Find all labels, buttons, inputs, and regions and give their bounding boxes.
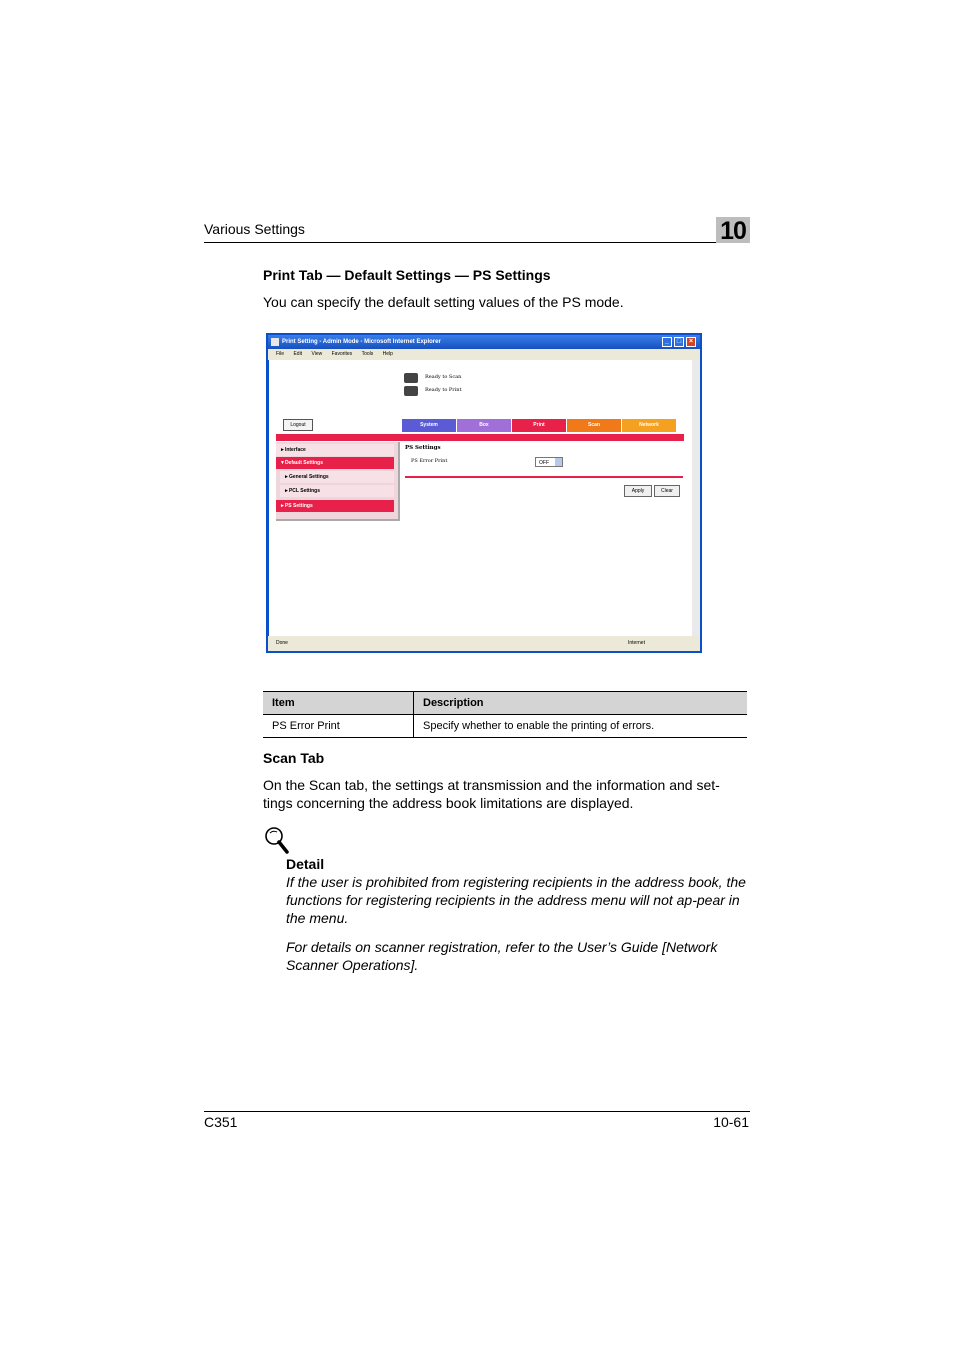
- window-title: Print Setting - Admin Mode - Microsoft Internet Explorer: [282, 339, 441, 345]
- nav-ps-settings: ►PS Settings: [276, 500, 394, 512]
- nav-interface: ►Interface: [276, 444, 394, 456]
- left-navigation: [276, 442, 400, 521]
- row-item: PS Error Print: [263, 715, 414, 738]
- status-scan: Ready to Scan: [425, 374, 462, 380]
- tab-scan: Scan: [567, 419, 621, 432]
- printer-icon: [404, 386, 418, 396]
- nav-general-settings: ►General Settings: [280, 471, 394, 483]
- table-header-row: [263, 692, 747, 715]
- chapter-number: 10: [716, 217, 750, 243]
- chevron-down-icon: [555, 458, 562, 466]
- running-header: Various Settings: [204, 221, 305, 237]
- tab-underline-bar: [276, 434, 684, 441]
- embedded-screenshot: [266, 333, 702, 653]
- ie-icon: [271, 338, 279, 346]
- window-titlebar: [268, 335, 700, 349]
- table-row: [263, 715, 747, 738]
- menu-view: View: [311, 351, 323, 357]
- scan-tab-heading: Scan Tab: [263, 750, 325, 766]
- col-item: Item: [263, 692, 414, 715]
- tab-print: Print: [512, 419, 566, 432]
- menu-help: Help: [382, 351, 393, 357]
- detail-paragraph-2: For details on scanner registration, refer to the User’s Guide [Network Scanner Operations].: [286, 939, 718, 973]
- ps-error-print-label: PS Error Print: [411, 458, 448, 464]
- scanner-icon: [404, 373, 418, 383]
- footer-model: C351: [204, 1114, 238, 1130]
- panel-title: PS Settings: [405, 445, 441, 451]
- detail-paragraph-1: If the user is prohibited from registering recipients in the address book, the functions for registering recipients in the address menu will not ap-pear in the menu.: [286, 874, 746, 926]
- settings-table: [263, 691, 747, 738]
- status-zone: Internet: [628, 640, 645, 646]
- status-done: Done: [276, 640, 288, 646]
- apply-button: Apply: [624, 485, 652, 497]
- window-statusbar: [268, 636, 700, 651]
- clear-button: Clear: [654, 485, 680, 497]
- tab-network: Network: [622, 419, 676, 432]
- scan-tab-body: On the Scan tab, the settings at transmission and the information and set-tings concerning the address book limitations are displayed.: [263, 777, 720, 811]
- header-rule: [204, 242, 750, 243]
- nav-default-settings: ▼Default Settings: [276, 457, 394, 469]
- section-heading: Print Tab — Default Settings — PS Settings: [263, 267, 551, 283]
- maximize-icon: □: [674, 337, 684, 347]
- page-area: [269, 360, 692, 636]
- logout-button: Logout: [283, 419, 313, 431]
- window-menubar: [268, 349, 700, 360]
- panel-rule: [405, 476, 683, 478]
- vertical-scrollbar: [692, 360, 700, 636]
- tab-box: Box: [457, 419, 511, 432]
- status-print: Ready to Print: [425, 387, 462, 393]
- magnifier-icon: [264, 826, 290, 854]
- footer-page-number: 10-61: [713, 1114, 749, 1130]
- menu-tools: Tools: [361, 351, 374, 357]
- ps-error-print-value: OFF: [539, 460, 549, 466]
- menu-file: File: [276, 351, 285, 357]
- menu-favorites: Favorites: [331, 351, 353, 357]
- footer-rule: [204, 1111, 750, 1112]
- nav-pcl-settings: ►PCL Settings: [280, 485, 394, 497]
- close-icon: ×: [686, 337, 696, 347]
- menu-edit: Edit: [293, 351, 303, 357]
- minimize-icon: _: [662, 337, 672, 347]
- ps-error-print-select: [535, 457, 563, 467]
- intro-text: You can specify the default setting values of the PS mode.: [263, 294, 624, 310]
- col-description: Description: [414, 692, 748, 715]
- tab-system: System: [402, 419, 456, 432]
- row-description: Specify whether to enable the printing of errors.: [414, 715, 748, 738]
- detail-heading: Detail: [286, 856, 325, 872]
